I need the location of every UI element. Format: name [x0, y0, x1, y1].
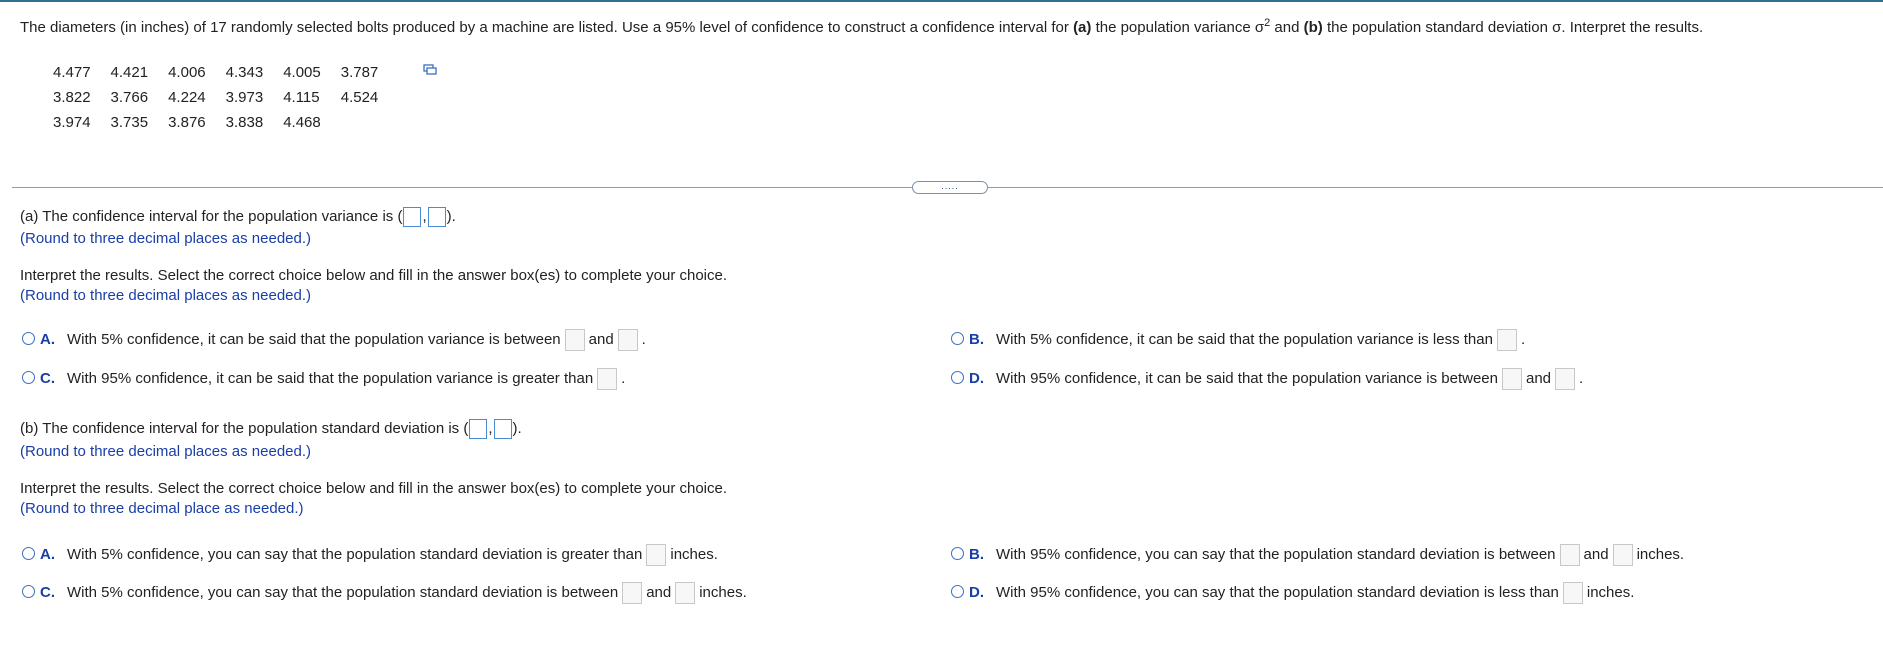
choice-letter: C.	[40, 370, 55, 387]
choice-text: With 5% confidence, it can be said that the population variance is less than	[996, 331, 1493, 348]
radio-button[interactable]	[22, 332, 35, 345]
end-text: inches.	[699, 584, 747, 601]
part-b-round-note: (Round to three decimal places as needed.)	[20, 443, 312, 460]
question-a-label: (a)	[1073, 19, 1092, 36]
choice-letter: B.	[969, 331, 984, 348]
top-border	[0, 0, 1883, 2]
part-a-prompt-text: (a) The confidence interval for the population variance is (	[20, 207, 403, 225]
part-b-prompt	[20, 419, 522, 439]
data-cell: 3.876	[168, 114, 206, 131]
answer-box[interactable]	[597, 368, 617, 390]
part-a-choice-d[interactable]	[951, 368, 1583, 390]
data-cell: 3.973	[225, 89, 264, 106]
radio-button[interactable]	[951, 332, 964, 345]
choice-letter: B.	[969, 546, 984, 563]
data-table	[53, 60, 398, 135]
part-b-interpret-note: (Round to three decimal place as needed.)	[20, 500, 304, 517]
stddev-lower-input[interactable]	[469, 419, 487, 439]
answer-box[interactable]	[1497, 329, 1517, 351]
part-a-choice-c[interactable]	[22, 368, 625, 390]
radio-button[interactable]	[22, 547, 35, 560]
question-part4: the population standard deviation σ. Interpret the results.	[1322, 19, 1704, 36]
part-b-choice-a[interactable]	[22, 544, 718, 566]
and-text: and	[646, 584, 672, 601]
variance-lower-input[interactable]	[403, 207, 421, 227]
data-cell: 4.524	[340, 89, 379, 106]
and-text: and	[588, 331, 614, 348]
part-a-choice-b[interactable]	[951, 329, 1525, 351]
question-superscript: 2	[1264, 17, 1271, 29]
answer-box[interactable]	[1613, 544, 1633, 566]
end-text: .	[621, 370, 626, 387]
part-b-choice-d[interactable]	[951, 582, 1634, 604]
close-paren: ).	[512, 419, 522, 437]
question-part3: and	[1270, 19, 1304, 36]
data-cell: 3.787	[340, 64, 379, 81]
part-a-interpret-note: (Round to three decimal places as needed.)	[20, 287, 312, 304]
choice-text: With 95% confidence, it can be said that the population variance is greater than	[67, 370, 594, 387]
choice-letter: D.	[969, 370, 984, 387]
end-text: .	[1579, 370, 1584, 387]
comma: ,	[422, 207, 427, 225]
comma: ,	[488, 419, 493, 437]
choice-letter: A.	[40, 331, 55, 348]
part-b-prompt-text: (b) The confidence interval for the population standard deviation is (	[20, 419, 469, 437]
part-a-round-note: (Round to three decimal places as needed.)	[20, 230, 312, 247]
choice-text: With 5% confidence, you can say that the population standard deviation is between	[67, 584, 619, 601]
choice-letter: D.	[969, 584, 984, 601]
data-cell: 4.421	[110, 64, 149, 81]
part-a-interpret: Interpret the results. Select the correct choice below and fill in the answer box(es) to complete your choice.	[20, 267, 728, 284]
data-cell: 3.766	[110, 89, 149, 106]
radio-button[interactable]	[951, 371, 964, 384]
data-cell: 4.343	[225, 64, 264, 81]
data-row	[53, 110, 398, 135]
data-cell: 4.468	[283, 114, 321, 131]
data-cell: 4.477	[53, 64, 91, 81]
close-paren: ).	[446, 207, 456, 225]
data-cell: 3.974	[53, 114, 91, 131]
choice-text: With 5% confidence, you can say that the population standard deviation is greater than	[67, 546, 643, 563]
and-text: and	[1583, 546, 1609, 563]
part-b-interpret: Interpret the results. Select the correct choice below and fill in the answer box(es) to complete your choice.	[20, 480, 728, 497]
question-text	[20, 19, 1870, 37]
data-row	[53, 85, 398, 110]
answer-box[interactable]	[622, 582, 642, 604]
data-cell: 4.115	[283, 89, 320, 106]
answer-box[interactable]	[565, 329, 585, 351]
question-b-label: (b)	[1303, 19, 1323, 36]
divider-handle[interactable]: .....	[912, 181, 988, 194]
part-b-choice-b[interactable]	[951, 544, 1684, 566]
data-row	[53, 60, 398, 85]
answer-box[interactable]	[646, 544, 666, 566]
end-text: inches.	[1586, 584, 1635, 601]
choice-text: With 5% confidence, it can be said that the population variance is between	[67, 331, 561, 348]
part-a-prompt	[20, 207, 456, 227]
choice-text: With 95% confidence, you can say that the population standard deviation is between	[996, 546, 1556, 563]
data-cell: 3.838	[225, 114, 264, 131]
copy-data-icon[interactable]	[423, 64, 437, 76]
answer-box[interactable]	[1563, 582, 1583, 604]
data-cell	[341, 110, 399, 135]
question-part1: The diameters (in inches) of 17 randomly selected bolts produced by a machine are listed. Use a 95% level of confidence to construct a confidence interval for	[20, 19, 1074, 36]
answer-box[interactable]	[1560, 544, 1580, 566]
answer-box[interactable]	[618, 329, 638, 351]
answer-box[interactable]	[675, 582, 695, 604]
choice-letter: A.	[40, 546, 55, 563]
data-cell: 3.822	[53, 89, 91, 106]
stddev-upper-input[interactable]	[494, 419, 512, 439]
variance-upper-input[interactable]	[428, 207, 446, 227]
radio-button[interactable]	[22, 585, 35, 598]
data-cell: 4.006	[168, 64, 206, 81]
and-text: and	[1525, 370, 1552, 387]
answer-box[interactable]	[1502, 368, 1522, 390]
radio-button[interactable]	[951, 547, 964, 560]
data-cell: 4.005	[283, 64, 321, 81]
end-text: .	[641, 331, 646, 348]
question-part2: the population variance σ	[1091, 19, 1265, 36]
end-text: inches.	[1636, 546, 1685, 563]
end-text: .	[1520, 331, 1526, 348]
data-cell: 4.224	[168, 89, 206, 106]
radio-button[interactable]	[951, 585, 964, 598]
choice-text: With 95% confidence, it can be said that the population variance is between	[996, 370, 1498, 387]
end-text: inches.	[670, 546, 718, 563]
choice-text: With 95% confidence, you can say that the population standard deviation is less than	[996, 584, 1559, 601]
choice-letter: C.	[40, 584, 55, 601]
data-cell: 3.735	[110, 114, 149, 131]
radio-button[interactable]	[22, 371, 35, 384]
part-a-choice-a[interactable]	[22, 329, 646, 351]
part-b-choice-c[interactable]	[22, 582, 747, 604]
answer-box[interactable]	[1555, 368, 1575, 390]
